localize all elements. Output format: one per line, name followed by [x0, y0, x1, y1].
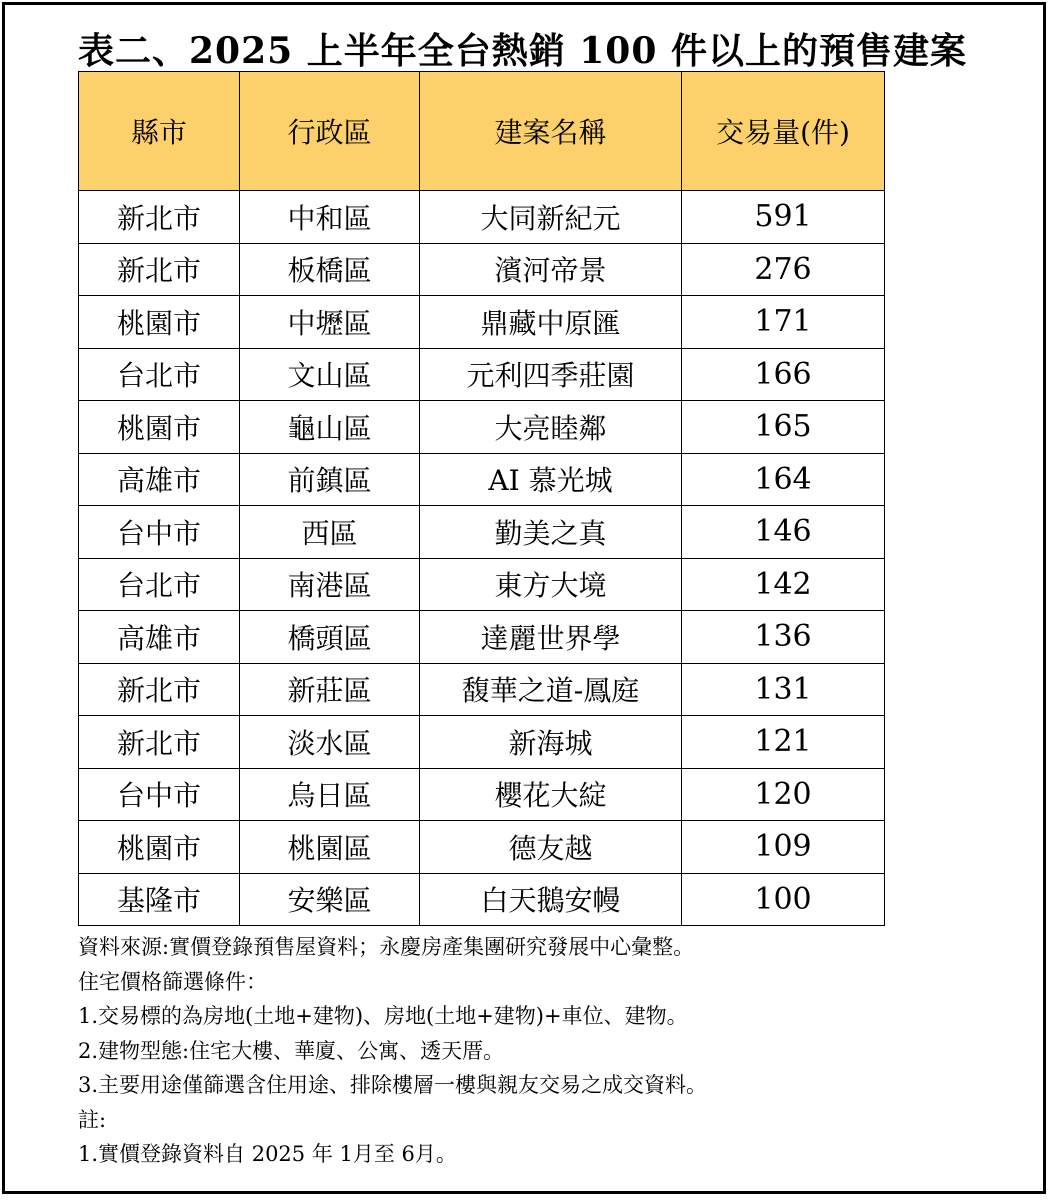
- volume-cell: 109: [682, 821, 885, 874]
- table-row: [79, 348, 885, 401]
- district-cell: 桃園區: [240, 821, 420, 874]
- project-name-cell: 勤美之真: [420, 506, 682, 559]
- note-line: 住宅價格篩選條件：: [78, 969, 267, 994]
- district-cell: 橋頭區: [240, 611, 420, 664]
- volume-cell: 165: [682, 401, 885, 454]
- district-cell: 板橋區: [240, 243, 420, 296]
- project-name-cell: AI 慕光城: [420, 453, 682, 506]
- project-name-cell: 新海城: [420, 716, 682, 769]
- note-line: 1.交易標的為房地(土地+建物)、房地(土地+建物)+車位、建物。: [78, 1004, 688, 1028]
- city-cell: 新北市: [79, 243, 240, 296]
- city-cell: 基隆市: [79, 873, 240, 926]
- district-cell: 南港區: [240, 558, 420, 611]
- project-name-cell: 白天鵝安幔: [420, 873, 682, 926]
- table-header-row: [79, 72, 885, 191]
- page-title: 表二、2025 上半年全台熱銷 100 件以上的預售建案: [78, 30, 967, 72]
- project-name-cell: 達麗世界學: [420, 611, 682, 664]
- project-name-cell: 德友越: [420, 821, 682, 874]
- district-cell: 淡水區: [240, 716, 420, 769]
- table-row: [79, 453, 885, 506]
- note-line: 2.建物型態:住宅大樓、華廈、公寓、透天厝。: [78, 1038, 505, 1063]
- table-row: [79, 611, 885, 664]
- city-cell: 桃園市: [79, 401, 240, 454]
- table-row: [79, 873, 885, 926]
- volume-cell: 142: [682, 558, 885, 611]
- city-cell: 桃園市: [79, 821, 240, 874]
- volume-cell: 171: [682, 296, 885, 349]
- volume-cell: 276: [682, 243, 885, 296]
- district-cell: 新莊區: [240, 663, 420, 716]
- project-name-cell: 元利四季莊園: [420, 348, 682, 401]
- district-cell: 烏日區: [240, 768, 420, 821]
- header-transaction-volume: 交易量(件): [682, 72, 885, 191]
- note-line: 1.實價登錄資料自 2025 年 1月至 6月。: [78, 1142, 457, 1166]
- note-line: 資料來源:實價登錄預售屋資料；永慶房產集團研究發展中心彙整。: [78, 935, 695, 959]
- header-district: 行政區: [240, 72, 420, 191]
- city-cell: 新北市: [79, 663, 240, 716]
- district-cell: 安樂區: [240, 873, 420, 926]
- table-body: [79, 191, 885, 926]
- project-name-cell: 濱河帝景: [420, 243, 682, 296]
- project-name-cell: 東方大境: [420, 558, 682, 611]
- district-cell: 西區: [240, 506, 420, 559]
- header-city: 縣市: [79, 72, 240, 191]
- volume-cell: 120: [682, 768, 885, 821]
- city-cell: 台中市: [79, 768, 240, 821]
- district-cell: 龜山區: [240, 401, 420, 454]
- table-row: [79, 506, 885, 559]
- volume-cell: 121: [682, 716, 885, 769]
- project-name-cell: 大亮睦鄰: [420, 401, 682, 454]
- project-name-cell: 馥華之道-鳳庭: [420, 663, 682, 716]
- city-cell: 桃園市: [79, 296, 240, 349]
- table-row: [79, 296, 885, 349]
- table-row: [79, 558, 885, 611]
- city-cell: 台北市: [79, 348, 240, 401]
- notes-section: [78, 930, 1028, 1172]
- table-row: [79, 768, 885, 821]
- city-cell: 高雄市: [79, 453, 240, 506]
- project-name-cell: 鼎藏中原匯: [420, 296, 682, 349]
- city-cell: 新北市: [79, 716, 240, 769]
- volume-cell: 100: [682, 873, 885, 926]
- table-row: [79, 243, 885, 296]
- volume-cell: 146: [682, 506, 885, 559]
- table-row: [79, 663, 885, 716]
- city-cell: 台北市: [79, 558, 240, 611]
- city-cell: 新北市: [79, 191, 240, 244]
- district-cell: 文山區: [240, 348, 420, 401]
- volume-cell: 131: [682, 663, 885, 716]
- note-line: 3.主要用途僅篩選含住用途、排除樓層一樓與親友交易之成交資料。: [78, 1073, 708, 1097]
- presale-sales-table: [78, 71, 885, 926]
- table-row: [79, 716, 885, 769]
- table-row: [79, 191, 885, 244]
- table-row: [79, 401, 885, 454]
- city-cell: 台中市: [79, 506, 240, 559]
- district-cell: 中和區: [240, 191, 420, 244]
- city-cell: 高雄市: [79, 611, 240, 664]
- volume-cell: 591: [682, 191, 885, 244]
- note-line: 註:: [78, 1107, 107, 1132]
- volume-cell: 164: [682, 453, 885, 506]
- table-row: [79, 821, 885, 874]
- district-cell: 前鎮區: [240, 453, 420, 506]
- header-project-name: 建案名稱: [420, 72, 682, 191]
- volume-cell: 166: [682, 348, 885, 401]
- district-cell: 中壢區: [240, 296, 420, 349]
- project-name-cell: 大同新紀元: [420, 191, 682, 244]
- project-name-cell: 櫻花大綻: [420, 768, 682, 821]
- volume-cell: 136: [682, 611, 885, 664]
